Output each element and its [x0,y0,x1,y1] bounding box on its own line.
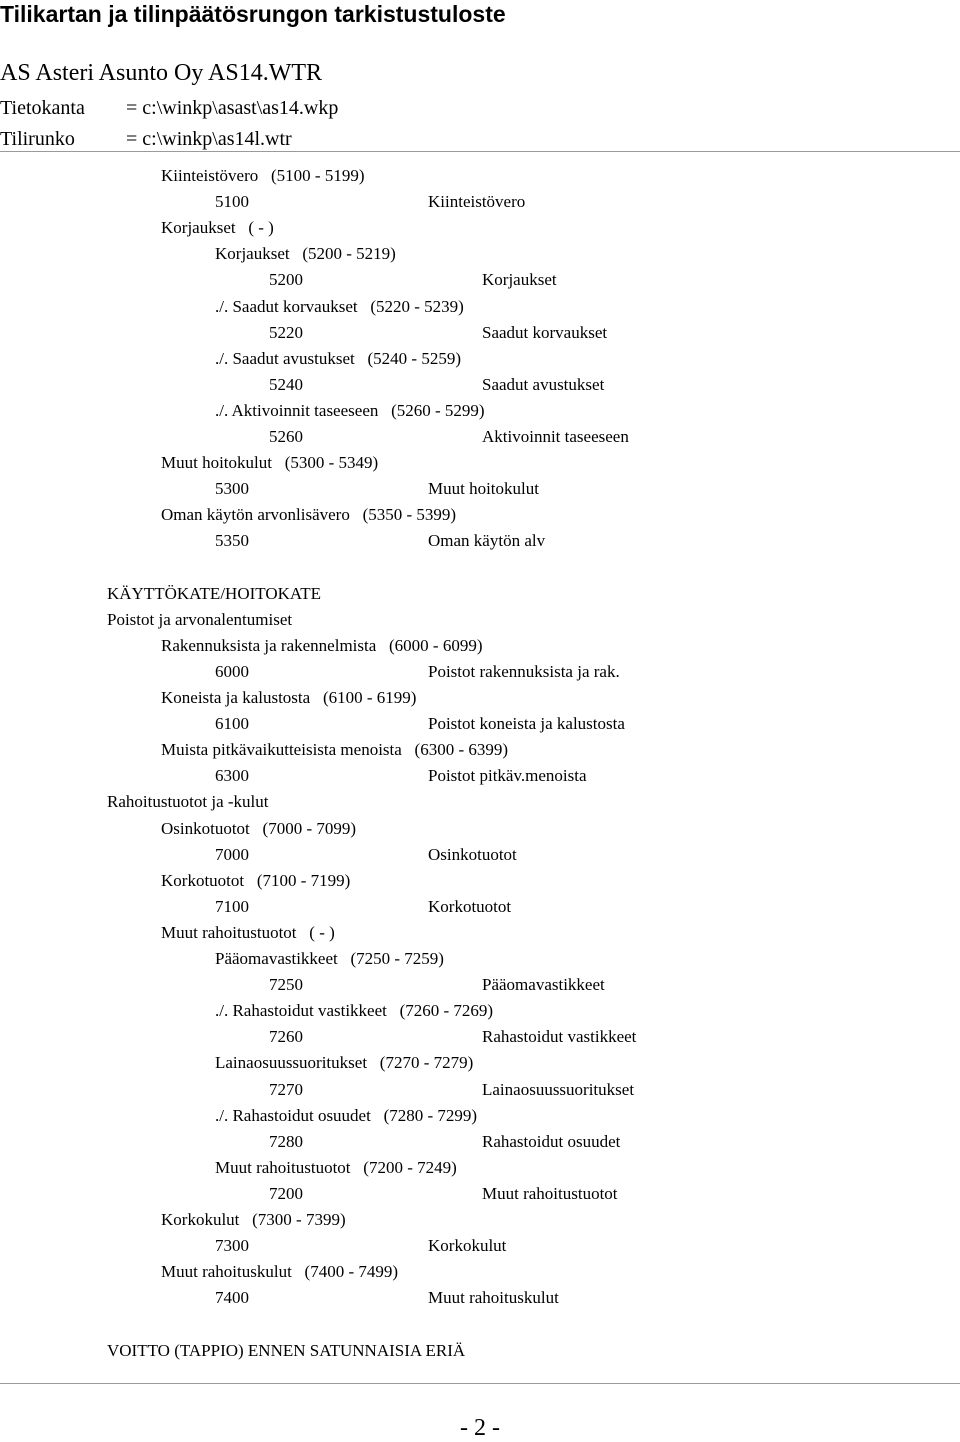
account-group: Korjaukset ( - ) [161,218,274,237]
account-group: Pääomavastikkeet (7250 - 7259) [215,949,444,968]
database-label: Tietokanta [0,97,85,119]
account-name: Saadut avustukset [482,375,605,394]
header-divider [0,151,960,152]
account-name: Aktivoinnit taseeseen [482,427,629,446]
account-number: 6100 [215,714,249,733]
account-name: Korkokulut [428,1236,507,1255]
account-group: Koneista ja kalustosta (6100 - 6199) [161,688,417,707]
account-number: 5220 [269,323,303,342]
account-number: 5300 [215,479,249,498]
account-name: Lainaosuussuoritukset [482,1080,635,1099]
account-name: Korkotuotot [428,897,512,916]
account-number: 7300 [215,1236,249,1255]
account-group: Lainaosuussuoritukset (7270 - 7279) [215,1053,474,1072]
account-group: ./. Saadut avustukset (5240 - 5259) [215,349,461,368]
account-group: Korkotuotot (7100 - 7199) [161,871,351,890]
account-number: 5200 [269,270,303,289]
account-group: Muut hoitokulut (5300 - 5349) [161,453,379,472]
account-number: 6300 [215,766,249,785]
account-name: Muut hoitokulut [428,479,539,498]
account-group: Muut rahoitustuotot ( - ) [161,923,335,942]
account-group: Osinkotuotot (7000 - 7099) [161,819,357,838]
account-group: Muut rahoituskulut (7400 - 7499) [161,1262,399,1281]
account-group: ./. Rahastoidut vastikkeet (7260 - 7269) [215,1001,494,1020]
account-group: Kiinteistövero (5100 - 5199) [161,166,365,185]
section-heading: VOITTO (TAPPIO) ENNEN SATUNNAISIA ERIÄ [107,1341,466,1360]
account-name: Poistot koneista ja kalustosta [428,714,625,733]
account-number: 7250 [269,975,303,994]
database-path: = c:\winkp\asast\as14.wkp [126,97,339,119]
account-name: Muut rahoitustuotot [482,1184,618,1203]
account-number: 5100 [215,192,249,211]
account-group: Korjaukset (5200 - 5219) [215,244,396,263]
account-number: 5260 [269,427,303,446]
section-heading: Poistot ja arvonalentumiset [107,610,293,629]
account-name: Kiinteistövero [428,192,526,211]
account-group: ./. Aktivoinnit taseeseen (5260 - 5299) [215,401,485,420]
account-number: 7200 [269,1184,303,1203]
chart-of-accounts-path: = c:\winkp\as14l.wtr [126,128,292,150]
account-number: 7400 [215,1288,249,1307]
account-group: Rakennuksista ja rakennelmista (6000 - 6099) [161,636,483,655]
account-name: Rahastoidut vastikkeet [482,1027,637,1046]
account-name: Korjaukset [482,270,557,289]
account-group: Muista pitkävaikutteisista menoista (6300 - 6399) [161,740,509,759]
company-name: AS Asteri Asunto Oy AS14.WTR [0,60,323,86]
account-number: 7000 [215,845,249,864]
account-number: 5240 [269,375,303,394]
chart-of-accounts-label: Tilirunko [0,128,75,150]
account-group: Korkokulut (7300 - 7399) [161,1210,346,1229]
account-number: 5350 [215,531,249,550]
account-name: Saadut korvaukset [482,323,608,342]
account-name: Rahastoidut osuudet [482,1132,621,1151]
report-title: Tilikartan ja tilinpäätösrungon tarkistustuloste [0,1,506,27]
account-number: 7100 [215,897,249,916]
account-name: Pääomavastikkeet [482,975,605,994]
account-number: 7260 [269,1027,303,1046]
account-group: ./. Saadut korvaukset (5220 - 5239) [215,297,464,316]
account-group: Muut rahoitustuotot (7200 - 7249) [215,1158,457,1177]
account-number: 6000 [215,662,249,681]
account-name: Poistot rakennuksista ja rak. [428,662,620,681]
section-heading: Rahoitustuotot ja -kulut [107,792,269,811]
account-name: Osinkotuotot [428,845,517,864]
account-number: 7280 [269,1132,303,1151]
account-group: Oman käytön arvonlisävero (5350 - 5399) [161,505,457,524]
section-heading: KÄYTTÖKATE/HOITOKATE [107,584,322,603]
account-name: Poistot pitkäv.menoista [428,766,587,785]
account-name: Muut rahoituskulut [428,1288,559,1307]
footer-divider [0,1383,960,1384]
account-name: Oman käytön alv [428,531,546,550]
account-number: 7270 [269,1080,303,1099]
page-number: - 2 - [460,1415,500,1441]
account-group: ./. Rahastoidut osuudet (7280 - 7299) [215,1106,478,1125]
